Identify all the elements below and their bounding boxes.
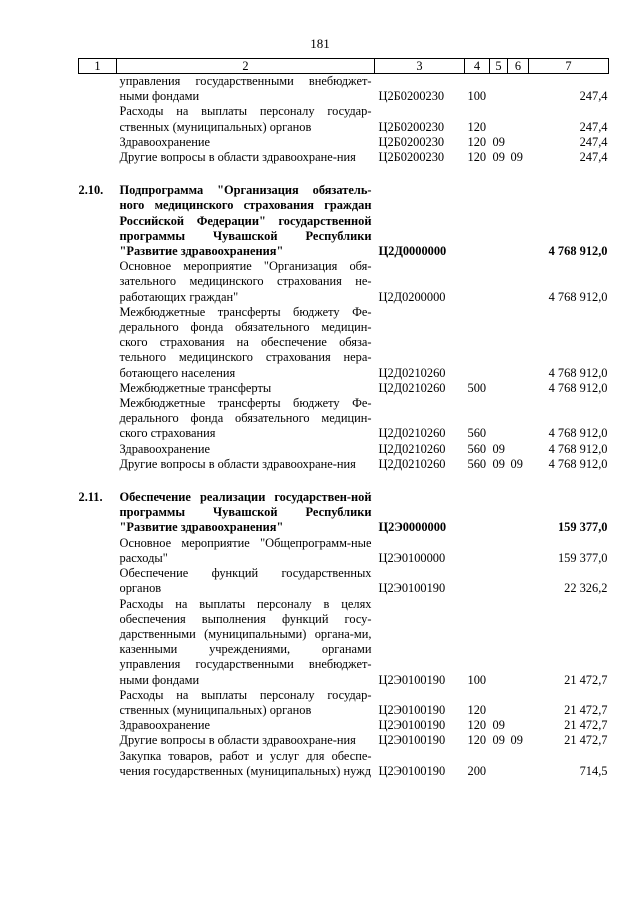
row-name: Межбюджетные трансферты <box>119 380 272 395</box>
row-col-5: 09 <box>492 718 505 733</box>
header-col-1: 1 <box>79 59 117 74</box>
table-header <box>79 59 609 74</box>
row-amount: 714,5 <box>579 763 608 778</box>
row-number <box>79 396 117 442</box>
page-number: 181 <box>310 36 330 51</box>
row-code: Ц2Э0000000 <box>378 520 447 535</box>
row-col-4: 120 <box>467 718 487 733</box>
row-col-5 <box>490 183 508 259</box>
spacer-cell <box>79 165 609 183</box>
row-col-4 <box>465 305 490 381</box>
table-row <box>79 733 609 748</box>
header-col-5: 5 <box>490 59 508 74</box>
row-col-6 <box>508 104 529 134</box>
row-col-4: 200 <box>467 763 487 778</box>
table-row <box>79 74 609 105</box>
row-number <box>79 749 117 779</box>
row-amount: 21 472,7 <box>564 672 608 687</box>
row-amount: 247,4 <box>579 119 608 134</box>
row-col-5 <box>490 305 508 381</box>
table-row <box>79 183 609 259</box>
table-row <box>79 749 609 779</box>
row-number <box>79 688 117 718</box>
header-col-4: 4 <box>465 59 490 74</box>
row-amount: 247,4 <box>579 89 608 104</box>
row-name: управления государственными внебюджет-ными фондами <box>119 74 372 104</box>
row-col-5: 09 <box>492 134 505 149</box>
table-row <box>79 305 609 381</box>
spacer-row <box>79 472 609 490</box>
row-amount: 159 377,0 <box>557 550 608 565</box>
row-col-6 <box>508 597 529 688</box>
row-amount: 4 768 912,0 <box>548 426 608 441</box>
row-name: Здравоохранение <box>119 134 211 149</box>
row-code: Ц2Б0200230 <box>378 119 445 134</box>
budget-table <box>78 58 609 779</box>
row-amount: 4 768 912,0 <box>548 456 608 471</box>
table-row <box>79 457 609 472</box>
row-number <box>79 259 117 305</box>
table-row <box>79 536 609 566</box>
row-code: Ц2Э0100000 <box>378 550 446 565</box>
row-code: Ц2Э0100190 <box>378 581 446 596</box>
row-code: Ц2Б0200230 <box>378 89 445 104</box>
row-code: Ц2Б0200230 <box>378 150 445 165</box>
row-col-6: 09 <box>510 150 523 165</box>
row-col-5: 09 <box>492 150 505 165</box>
row-code: Ц2Э0100190 <box>378 733 446 748</box>
table-body <box>79 74 609 779</box>
row-number <box>79 135 117 150</box>
row-number <box>79 74 117 105</box>
row-col-5 <box>490 688 508 718</box>
row-col-4: 120 <box>467 150 487 165</box>
row-col-5 <box>490 381 508 396</box>
row-code: Ц2Э0100190 <box>378 763 446 778</box>
row-col-6 <box>508 135 529 150</box>
row-code: Ц2Д0200000 <box>378 289 446 304</box>
row-number <box>79 597 117 688</box>
row-name: Подпрограмма "Организация обязатель-ного медицинского страхования граждан Российской Федерации" государственной программы Чувашской Республики "Развитие здравоохранения" <box>119 183 372 259</box>
row-amount: 159 377,0 <box>557 520 608 535</box>
row-code: Ц2Д0210260 <box>378 456 446 471</box>
row-col-5 <box>490 490 508 536</box>
row-amount: 247,4 <box>579 134 608 149</box>
row-col-6 <box>508 74 529 105</box>
table-row <box>79 135 609 150</box>
row-name: Обеспечение функций государственных органов <box>119 566 372 596</box>
row-name: Расходы на выплаты персоналу государ-ственных (муниципальных) органов <box>119 104 372 134</box>
row-name: Обеспечение реализации государствен-ной программы Чувашской Республики "Развитие здравоохранения" <box>119 490 372 535</box>
row-amount: 4 768 912,0 <box>548 244 608 259</box>
row-number <box>79 381 117 396</box>
row-col-4: 100 <box>467 89 487 104</box>
row-col-4 <box>465 183 490 259</box>
table-row <box>79 597 609 688</box>
row-number: 2.10. <box>78 183 104 198</box>
row-col-6 <box>508 718 529 733</box>
row-col-6: 09 <box>510 456 523 471</box>
table-row <box>79 490 609 536</box>
table-row <box>79 396 609 442</box>
header-col-7: 7 <box>529 59 609 74</box>
row-amount: 4 768 912,0 <box>548 365 608 380</box>
row-number <box>79 104 117 134</box>
row-col-4: 560 <box>467 441 487 456</box>
header-col-2: 2 <box>117 59 375 74</box>
spacer-cell <box>79 472 609 490</box>
row-col-5 <box>490 74 508 105</box>
row-amount: 22 326,2 <box>564 581 608 596</box>
table-row <box>79 259 609 305</box>
row-code: Ц2Б0200230 <box>378 134 445 149</box>
row-col-5 <box>490 536 508 566</box>
table-row <box>79 442 609 457</box>
row-col-6 <box>508 396 529 442</box>
table-row <box>79 566 609 596</box>
row-name: Межбюджетные трансферты бюджету Фе-дерального фонда обязательного медицин-ского страхования <box>119 396 372 441</box>
row-number <box>79 536 117 566</box>
row-code: Ц2Э0100190 <box>378 718 446 733</box>
row-col-5: 09 <box>492 456 505 471</box>
row-col-6 <box>508 536 529 566</box>
row-name: Расходы на выплаты персоналу государ-ственных (муниципальных) органов <box>119 687 372 717</box>
row-col-6: 09 <box>510 733 523 748</box>
row-col-4: 120 <box>467 119 487 134</box>
header-col-3: 3 <box>375 59 465 74</box>
row-col-4 <box>465 566 490 596</box>
row-code: Ц2Д0000000 <box>378 244 447 259</box>
row-col-6 <box>508 688 529 718</box>
row-col-6 <box>508 381 529 396</box>
row-col-4: 500 <box>467 380 487 395</box>
row-number: 2.11. <box>78 490 103 505</box>
row-col-5 <box>490 259 508 305</box>
row-number <box>79 457 117 472</box>
row-col-4: 120 <box>467 733 487 748</box>
header-col-6: 6 <box>508 59 529 74</box>
row-col-4: 560 <box>467 456 487 471</box>
row-amount: 4 768 912,0 <box>548 380 608 395</box>
row-number <box>79 305 117 381</box>
row-number <box>79 442 117 457</box>
row-col-6 <box>508 566 529 596</box>
row-amount: 21 472,7 <box>564 702 608 717</box>
header-row <box>79 59 609 74</box>
row-code: Ц2Д0210260 <box>378 380 446 395</box>
row-amount: 21 472,7 <box>564 718 608 733</box>
row-col-5 <box>490 566 508 596</box>
row-col-4: 120 <box>467 134 487 149</box>
row-number <box>79 718 117 733</box>
row-col-4: 560 <box>467 426 487 441</box>
row-col-4 <box>465 536 490 566</box>
row-col-6 <box>508 259 529 305</box>
row-name: Другие вопросы в области здравоохране-ния <box>119 150 356 165</box>
row-col-6 <box>508 442 529 457</box>
table-row <box>79 718 609 733</box>
row-col-5 <box>490 396 508 442</box>
table-row <box>79 381 609 396</box>
row-name: Межбюджетные трансферты бюджету Фе-дерального фонда обязательного медицин-ского страхования на обеспечение обяза-тельного медицинского страхования нера-ботающего населения <box>119 304 372 380</box>
table-row <box>79 104 609 134</box>
row-number <box>79 733 117 748</box>
row-code: Ц2Э0100190 <box>378 702 446 717</box>
row-col-4 <box>465 490 490 536</box>
row-col-6 <box>508 305 529 381</box>
row-name: Расходы на выплаты персоналу в целях обеспечения выполнения функций госу-дарственными (муниципальными) органа-ми, казенными учреждениями, органами управления государственными внебюджет-ными фондами <box>119 596 372 687</box>
row-number <box>79 566 117 596</box>
row-col-4 <box>465 259 490 305</box>
table-row <box>79 688 609 718</box>
row-name: Закупка товаров, работ и услуг для обеспе-чения государственных (муниципальных) нужд <box>119 748 372 778</box>
table-row <box>79 150 609 165</box>
row-name: Основное мероприятие "Общепрограмм-ные расходы" <box>119 535 372 565</box>
row-col-5 <box>490 597 508 688</box>
row-amount: 247,4 <box>579 150 608 165</box>
row-col-5 <box>490 104 508 134</box>
row-col-5: 09 <box>492 441 505 456</box>
row-name: Другие вопросы в области здравоохране-ния <box>119 733 356 748</box>
row-code: Ц2Д0210260 <box>378 365 446 380</box>
row-col-4: 120 <box>467 702 487 717</box>
spacer-row <box>79 165 609 183</box>
row-number <box>79 150 117 165</box>
row-name: Здравоохранение <box>119 718 211 733</box>
row-code: Ц2Э0100190 <box>378 672 446 687</box>
row-col-5: 09 <box>492 733 505 748</box>
row-col-5 <box>490 749 508 779</box>
row-amount: 4 768 912,0 <box>548 441 608 456</box>
row-col-4: 100 <box>467 672 487 687</box>
row-name: Основное мероприятие "Организация обя-зательного медицинского страхования не-работающих граждан" <box>119 259 372 304</box>
row-amount: 21 472,7 <box>564 733 608 748</box>
row-col-6 <box>508 749 529 779</box>
row-col-6 <box>508 490 529 536</box>
row-name: Другие вопросы в области здравоохране-ния <box>119 456 356 471</box>
row-code: Ц2Д0210260 <box>378 441 446 456</box>
row-col-6 <box>508 183 529 259</box>
row-name: Здравоохранение <box>119 441 211 456</box>
row-code: Ц2Д0210260 <box>378 426 446 441</box>
row-amount: 4 768 912,0 <box>548 289 608 304</box>
